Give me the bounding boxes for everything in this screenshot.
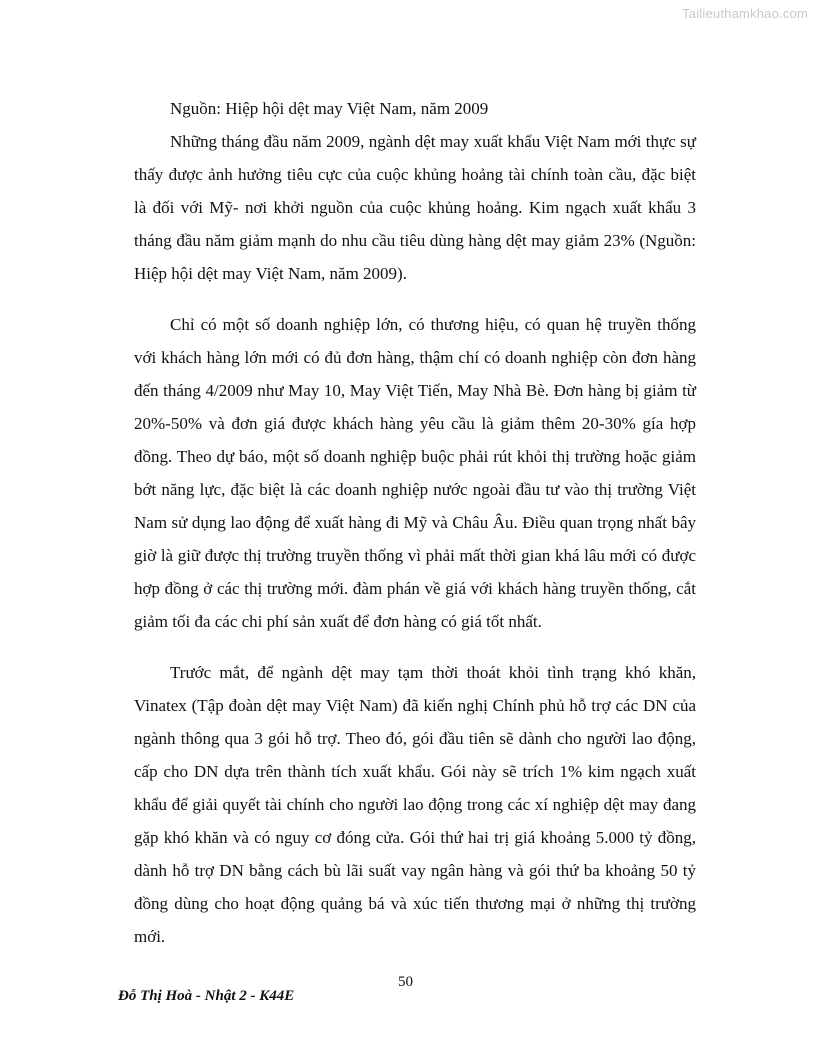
footer-author: Đỗ Thị Hoà - Nhật 2 - K44E: [118, 988, 295, 1004]
paragraph-support-packages: Trước mắt, để ngành dệt may tạm thời thoát khỏi tình trạng khó khăn, Vinatex (Tập đoàn dệt may Việt Nam) đã kiến nghị Chính phủ hỗ trợ các DN của ngành thông qua 3 gói hỗ trợ. Theo đó, gói đầu tiên sẽ dành cho người lao động, cấp cho DN dựa trên thành tích xuất khẩu. Gói này sẽ trích 1% kim ngạch xuất khẩu để giải quyết tài chính cho người lao động trong các xí nghiệp dệt may đang gặp khó khăn và có nguy cơ đóng cửa. Gói thứ hai trị giá khoảng 5.000 tỷ đồng, dành hỗ trợ DN bằng cách bù lãi suất vay ngân hàng và gói thứ ba khoảng 50 tỷ đồng dùng cho hoạt động quảng bá và xúc tiến thương mại ở những thị trường mới.: [134, 663, 696, 946]
document-body: [134, 92, 696, 953]
watermark: Tailieuthamkhao.com: [682, 6, 808, 21]
paragraph-enterprises: Chỉ có một số doanh nghiệp lớn, có thương hiệu, có quan hệ truyền thống với khách hàng lớn mới có đủ đơn hàng, thậm chí có doanh nghiệp còn đơn hàng đến tháng 4/2009 như May 10, May Việt Tiến, May Nhà Bè. Đơn hàng bị giảm từ 20%-50% và đơn giá được khách hàng yêu cầu là giảm thêm 20-30% gía hợp đồng. Theo dự báo, một số doanh nghiệp buộc phải rút khỏi thị trường hoặc giảm bớt năng lực, đặc biệt là các doanh nghiệp nước ngoài đầu tư vào thị trường Việt Nam sử dụng lao động để xuất hàng đi Mỹ và Châu Âu. Điều quan trọng nhất bây giờ là giữ được thị trường truyền thống vì phải mất thời gian khá lâu mới có được hợp đồng ở các thị trường mới. đàm phán về giá với khách hàng truyền thống, cắt giảm tối đa các chi phí sản xuất để đơn hàng có giá tốt nhất.: [134, 315, 696, 631]
source-citation: Nguồn: Hiệp hội dệt may Việt Nam, năm 2009: [170, 99, 489, 118]
paragraph-crisis-impact: Những tháng đầu năm 2009, ngành dệt may xuất khẩu Việt Nam mới thực sự thấy được ảnh hưởng tiêu cực của cuộc khủng hoảng tài chính toàn cầu, đặc biệt là đối với Mỹ- nơi khởi nguồn của cuộc khủng hoảng. Kim ngạch xuất khẩu 3 tháng đầu năm giảm mạnh do nhu cầu tiêu dùng hàng dệt may giảm 23% (Nguồn: Hiệp hội dệt may Việt Nam, năm 2009).: [134, 132, 696, 283]
page-number: 50: [398, 974, 413, 990]
